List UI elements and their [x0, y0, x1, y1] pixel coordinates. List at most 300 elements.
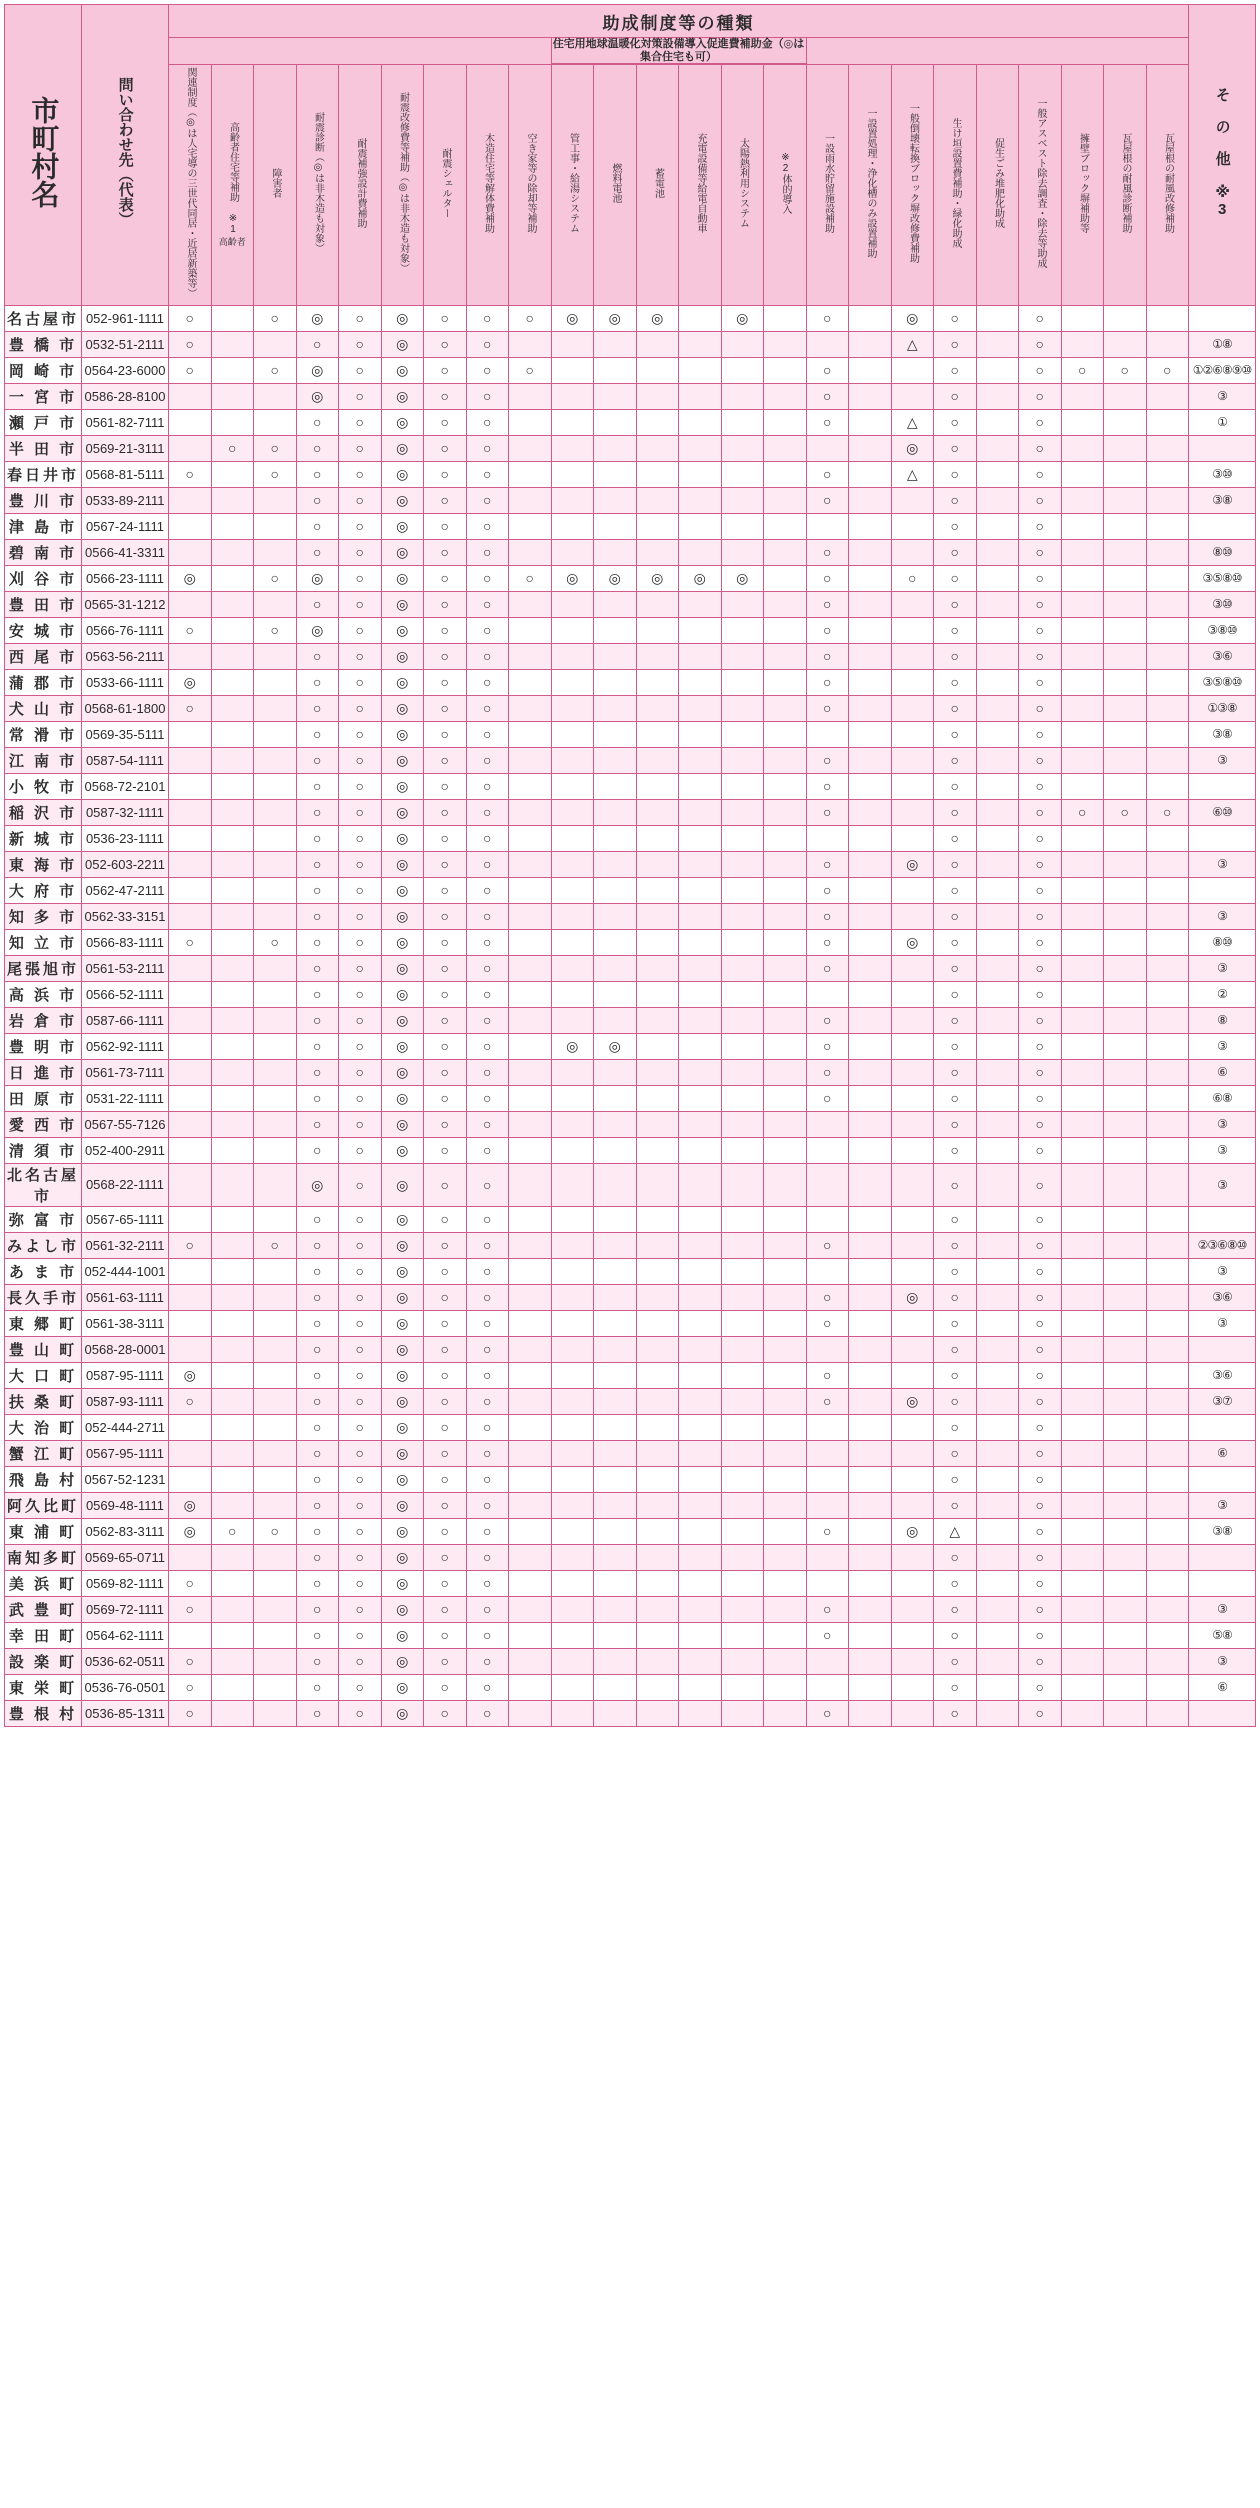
row-mark-c6: ◎: [381, 1137, 424, 1163]
row-city-name: 大 口 町: [5, 1362, 82, 1388]
row-mark-c6: ◎: [381, 565, 424, 591]
row-mark-c21: ○: [1019, 1258, 1062, 1284]
row-mark-c15: [764, 1544, 807, 1570]
row-mark-c21: ○: [1019, 981, 1062, 1007]
row-mark-c23: [1104, 1137, 1147, 1163]
row-mark-c10: [551, 435, 594, 461]
row-mark-c18: ◎: [891, 929, 934, 955]
row-mark-c11: [594, 1232, 637, 1258]
header-col-label: 太陽熱利用システム: [737, 137, 749, 228]
row-mark-c17: [849, 851, 892, 877]
row-mark-c18: [891, 383, 934, 409]
row-mark-c1: [169, 747, 212, 773]
row-mark-c22: [1061, 1111, 1104, 1137]
row-mark-c8: ○: [466, 409, 509, 435]
row-mark-c8: ○: [466, 1466, 509, 1492]
row-mark-c6: ◎: [381, 1085, 424, 1111]
row-mark-c20: [976, 877, 1019, 903]
table-row: [5, 357, 1256, 383]
header-city: 市町村名: [5, 5, 82, 306]
row-mark-c6: ◎: [381, 1258, 424, 1284]
row-mark-c5: ○: [339, 1362, 382, 1388]
row-mark-c3: [254, 1674, 297, 1700]
row-other-notes: ⑧⑩: [1189, 539, 1256, 565]
row-mark-c9: [509, 1544, 552, 1570]
row-mark-c16: ○: [806, 747, 849, 773]
row-mark-c3: [254, 981, 297, 1007]
row-mark-c18: [891, 825, 934, 851]
row-other-notes: ⑥: [1189, 1440, 1256, 1466]
row-mark-c17: [849, 331, 892, 357]
row-mark-c3: ○: [254, 305, 297, 331]
table-row: [5, 591, 1256, 617]
row-mark-c3: ○: [254, 1518, 297, 1544]
row-mark-c17: [849, 1163, 892, 1206]
row-mark-c19: ○: [934, 1033, 977, 1059]
row-mark-c2: [211, 617, 254, 643]
row-mark-c19: ○: [934, 1163, 977, 1206]
row-mark-c15: [764, 773, 807, 799]
row-mark-c18: [891, 903, 934, 929]
row-telephone: 0536-85-1311: [82, 1700, 169, 1726]
row-telephone: 0532-51-2111: [82, 331, 169, 357]
row-mark-c20: [976, 695, 1019, 721]
row-mark-c11: ◎: [594, 1033, 637, 1059]
row-mark-c2: [211, 1440, 254, 1466]
table-row: [5, 409, 1256, 435]
row-mark-c14: [721, 1258, 764, 1284]
row-mark-c24: [1146, 331, 1189, 357]
row-mark-c10: [551, 1007, 594, 1033]
row-mark-c5: ○: [339, 305, 382, 331]
row-mark-c14: [721, 357, 764, 383]
row-mark-c3: [254, 1059, 297, 1085]
row-city-name: 岡 崎 市: [5, 357, 82, 383]
row-mark-c8: ○: [466, 383, 509, 409]
row-mark-c1: ○: [169, 929, 212, 955]
row-mark-c17: [849, 383, 892, 409]
row-mark-c11: [594, 1362, 637, 1388]
row-mark-c7: ○: [424, 331, 467, 357]
row-mark-c15: [764, 513, 807, 539]
row-mark-c8: ○: [466, 1674, 509, 1700]
row-mark-c16: ○: [806, 1388, 849, 1414]
row-mark-c8: ○: [466, 1310, 509, 1336]
row-mark-c17: [849, 1518, 892, 1544]
row-mark-c7: ○: [424, 1059, 467, 1085]
row-other-notes: ③⑩: [1189, 461, 1256, 487]
row-mark-c14: [721, 773, 764, 799]
row-other-notes: [1189, 1544, 1256, 1570]
row-mark-c11: [594, 1440, 637, 1466]
row-mark-c4: ○: [296, 513, 339, 539]
row-mark-c1: [169, 1284, 212, 1310]
row-mark-c13: [679, 1284, 722, 1310]
table-row: [5, 565, 1256, 591]
row-mark-c22: [1061, 1362, 1104, 1388]
row-mark-c7: ○: [424, 1544, 467, 1570]
row-mark-c3: [254, 1440, 297, 1466]
row-mark-c6: ◎: [381, 1232, 424, 1258]
row-mark-c10: [551, 747, 594, 773]
row-mark-c14: [721, 981, 764, 1007]
row-mark-c13: [679, 331, 722, 357]
row-mark-c1: ○: [169, 305, 212, 331]
row-mark-c16: ○: [806, 461, 849, 487]
row-mark-c19: ○: [934, 721, 977, 747]
row-mark-c17: [849, 617, 892, 643]
row-mark-c11: [594, 981, 637, 1007]
table-row: [5, 1085, 1256, 1111]
row-mark-c15: [764, 539, 807, 565]
row-mark-c6: ◎: [381, 1518, 424, 1544]
row-mark-c10: [551, 955, 594, 981]
table-row: [5, 1163, 1256, 1206]
row-mark-c14: [721, 383, 764, 409]
row-mark-c13: [679, 539, 722, 565]
table-row: [5, 1596, 1256, 1622]
row-mark-c12: [636, 747, 679, 773]
row-mark-c16: [806, 825, 849, 851]
row-mark-c12: [636, 513, 679, 539]
row-mark-c19: ○: [934, 1492, 977, 1518]
row-city-name: あ ま 市: [5, 1258, 82, 1284]
row-mark-c5: ○: [339, 877, 382, 903]
row-mark-c9: ○: [509, 565, 552, 591]
row-mark-c16: ○: [806, 903, 849, 929]
row-mark-c24: [1146, 1284, 1189, 1310]
row-mark-c5: ○: [339, 1492, 382, 1518]
row-mark-c15: [764, 1310, 807, 1336]
row-city-name: 高 浜 市: [5, 981, 82, 1007]
row-mark-c21: ○: [1019, 1007, 1062, 1033]
row-mark-c8: ○: [466, 513, 509, 539]
row-mark-c19: ○: [934, 929, 977, 955]
row-mark-c1: [169, 981, 212, 1007]
row-mark-c19: ○: [934, 513, 977, 539]
row-mark-c5: ○: [339, 903, 382, 929]
row-mark-c13: [679, 1674, 722, 1700]
table-row: [5, 461, 1256, 487]
row-mark-c9: [509, 955, 552, 981]
row-mark-c6: ◎: [381, 331, 424, 357]
row-mark-c1: [169, 1059, 212, 1085]
row-mark-c17: [849, 591, 892, 617]
row-city-name: 愛 西 市: [5, 1111, 82, 1137]
row-mark-c24: [1146, 1362, 1189, 1388]
row-mark-c14: [721, 1466, 764, 1492]
row-mark-c4: ◎: [296, 357, 339, 383]
table-row: [5, 513, 1256, 539]
row-mark-c14: ◎: [721, 565, 764, 591]
row-mark-c19: ○: [934, 383, 977, 409]
row-mark-c7: ○: [424, 1163, 467, 1206]
row-mark-c23: [1104, 487, 1147, 513]
row-mark-c6: ◎: [381, 513, 424, 539]
row-mark-c24: [1146, 1414, 1189, 1440]
row-city-name: 碧 南 市: [5, 539, 82, 565]
row-mark-c2: [211, 1700, 254, 1726]
row-mark-c18: [891, 799, 934, 825]
row-mark-c2: [211, 1596, 254, 1622]
row-mark-c1: [169, 1336, 212, 1362]
row-mark-c9: [509, 1596, 552, 1622]
row-mark-c23: [1104, 903, 1147, 929]
row-other-notes: ①: [1189, 409, 1256, 435]
row-mark-c7: ○: [424, 1492, 467, 1518]
row-mark-c5: ○: [339, 461, 382, 487]
row-mark-c2: [211, 409, 254, 435]
row-city-name: 日 進 市: [5, 1059, 82, 1085]
row-mark-c20: [976, 1033, 1019, 1059]
row-mark-c3: [254, 669, 297, 695]
row-city-name: 豊 山 町: [5, 1336, 82, 1362]
row-mark-c3: ○: [254, 357, 297, 383]
row-telephone: 0587-54-1111: [82, 747, 169, 773]
row-mark-c16: ○: [806, 1700, 849, 1726]
header-col-label: 管工事・給湯システム: [567, 132, 579, 233]
row-city-name: 尾張旭市: [5, 955, 82, 981]
row-mark-c11: ◎: [594, 565, 637, 591]
row-city-name: 阿久比町: [5, 1492, 82, 1518]
table-row: [5, 1622, 1256, 1648]
row-mark-c18: [891, 1258, 934, 1284]
row-mark-c22: [1061, 955, 1104, 981]
header-col-c2: [211, 65, 254, 306]
row-mark-c3: [254, 1648, 297, 1674]
row-mark-c10: [551, 1414, 594, 1440]
row-mark-c19: ○: [934, 799, 977, 825]
header-columns-row: [5, 65, 1256, 306]
row-mark-c9: [509, 487, 552, 513]
row-mark-c11: [594, 1622, 637, 1648]
row-mark-c11: [594, 721, 637, 747]
row-mark-c21: ○: [1019, 409, 1062, 435]
row-mark-c23: [1104, 851, 1147, 877]
table-row: [5, 1414, 1256, 1440]
row-mark-c20: [976, 357, 1019, 383]
row-mark-c7: ○: [424, 357, 467, 383]
table-row: [5, 1700, 1256, 1726]
row-city-name: 美 浜 町: [5, 1570, 82, 1596]
row-mark-c18: [891, 539, 934, 565]
row-mark-c18: ◎: [891, 435, 934, 461]
row-mark-c8: ○: [466, 1596, 509, 1622]
row-mark-c6: ◎: [381, 617, 424, 643]
row-mark-c9: [509, 591, 552, 617]
row-mark-c22: [1061, 929, 1104, 955]
row-mark-c16: ○: [806, 1085, 849, 1111]
row-mark-c20: [976, 409, 1019, 435]
row-mark-c22: [1061, 1466, 1104, 1492]
row-mark-c12: [636, 1033, 679, 1059]
row-mark-c3: [254, 1206, 297, 1232]
row-mark-c21: ○: [1019, 903, 1062, 929]
row-mark-c23: [1104, 1440, 1147, 1466]
row-mark-c3: [254, 1085, 297, 1111]
row-mark-c3: ○: [254, 1232, 297, 1258]
row-mark-c8: ○: [466, 877, 509, 903]
row-mark-c7: ○: [424, 903, 467, 929]
row-mark-c3: [254, 1492, 297, 1518]
row-mark-c3: [254, 1414, 297, 1440]
row-telephone: 0587-93-1111: [82, 1388, 169, 1414]
row-mark-c8: ○: [466, 1258, 509, 1284]
row-mark-c21: ○: [1019, 617, 1062, 643]
row-mark-c3: [254, 487, 297, 513]
row-mark-c19: △: [934, 1518, 977, 1544]
row-mark-c6: ◎: [381, 981, 424, 1007]
row-mark-c9: [509, 669, 552, 695]
row-mark-c3: [254, 1336, 297, 1362]
row-mark-c10: [551, 929, 594, 955]
row-mark-c20: [976, 1258, 1019, 1284]
row-mark-c6: ◎: [381, 539, 424, 565]
row-mark-c4: ○: [296, 747, 339, 773]
row-mark-c17: [849, 695, 892, 721]
header-col-c23: [1104, 65, 1147, 306]
row-mark-c24: [1146, 1310, 1189, 1336]
row-mark-c4: ◎: [296, 565, 339, 591]
row-mark-c16: ○: [806, 773, 849, 799]
row-mark-c13: [679, 1414, 722, 1440]
row-mark-c19: ○: [934, 981, 977, 1007]
row-mark-c20: [976, 383, 1019, 409]
row-mark-c1: ○: [169, 1648, 212, 1674]
row-mark-c2: [211, 695, 254, 721]
row-mark-c15: [764, 981, 807, 1007]
row-mark-c3: [254, 331, 297, 357]
row-mark-c2: [211, 1206, 254, 1232]
row-mark-c9: [509, 1137, 552, 1163]
header-col-label: 一般倒壊転換ブロック塀改修費補助: [907, 102, 919, 263]
row-mark-c10: [551, 487, 594, 513]
table-row: [5, 1206, 1256, 1232]
row-mark-c3: [254, 851, 297, 877]
row-mark-c6: ◎: [381, 1362, 424, 1388]
header-col-c7: [424, 65, 467, 306]
row-mark-c15: [764, 1674, 807, 1700]
row-mark-c2: [211, 1414, 254, 1440]
row-mark-c4: ○: [296, 591, 339, 617]
row-mark-c21: ○: [1019, 1388, 1062, 1414]
row-mark-c24: [1146, 851, 1189, 877]
row-mark-c1: ◎: [169, 1518, 212, 1544]
row-mark-c19: ○: [934, 851, 977, 877]
row-mark-c24: [1146, 1518, 1189, 1544]
row-mark-c7: ○: [424, 773, 467, 799]
row-mark-c24: [1146, 1059, 1189, 1085]
row-telephone: 0569-35-5111: [82, 721, 169, 747]
row-mark-c19: ○: [934, 773, 977, 799]
row-mark-c4: ◎: [296, 617, 339, 643]
row-mark-c24: [1146, 409, 1189, 435]
row-mark-c24: [1146, 1111, 1189, 1137]
row-mark-c21: ○: [1019, 1232, 1062, 1258]
row-mark-c21: ○: [1019, 1059, 1062, 1085]
row-mark-c17: [849, 773, 892, 799]
row-mark-c5: ○: [339, 409, 382, 435]
row-mark-c11: [594, 461, 637, 487]
row-mark-c14: [721, 1414, 764, 1440]
row-telephone: 0566-83-1111: [82, 929, 169, 955]
row-mark-c10: [551, 1388, 594, 1414]
row-mark-c22: [1061, 721, 1104, 747]
row-mark-c2: [211, 513, 254, 539]
row-mark-c20: [976, 1232, 1019, 1258]
row-telephone: 0536-76-0501: [82, 1674, 169, 1700]
row-mark-c11: [594, 825, 637, 851]
row-mark-c23: [1104, 1258, 1147, 1284]
row-mark-c11: [594, 1310, 637, 1336]
row-mark-c14: [721, 1388, 764, 1414]
row-mark-c5: ○: [339, 773, 382, 799]
row-mark-c21: ○: [1019, 383, 1062, 409]
row-mark-c12: [636, 1388, 679, 1414]
row-telephone: 0562-83-3111: [82, 1518, 169, 1544]
row-mark-c4: ○: [296, 409, 339, 435]
row-mark-c13: [679, 1518, 722, 1544]
row-mark-c18: [891, 1492, 934, 1518]
row-mark-c5: ○: [339, 1284, 382, 1310]
row-mark-c5: ○: [339, 1336, 382, 1362]
row-mark-c16: ○: [806, 1033, 849, 1059]
row-mark-c24: [1146, 1492, 1189, 1518]
row-mark-c8: ○: [466, 1362, 509, 1388]
row-mark-c20: [976, 1388, 1019, 1414]
row-city-name: 春日井市: [5, 461, 82, 487]
row-mark-c15: [764, 1284, 807, 1310]
header-col-c1: [169, 65, 212, 306]
row-mark-c8: ○: [466, 773, 509, 799]
row-mark-c21: ○: [1019, 357, 1062, 383]
row-mark-c12: [636, 1440, 679, 1466]
row-mark-c6: ◎: [381, 1007, 424, 1033]
row-mark-c8: ○: [466, 669, 509, 695]
row-mark-c4: ○: [296, 1518, 339, 1544]
row-mark-c6: ◎: [381, 1284, 424, 1310]
row-mark-c18: ◎: [891, 1518, 934, 1544]
row-mark-c15: [764, 1085, 807, 1111]
row-mark-c8: ○: [466, 565, 509, 591]
row-city-name: 稲 沢 市: [5, 799, 82, 825]
row-mark-c24: [1146, 1007, 1189, 1033]
row-mark-c2: [211, 747, 254, 773]
row-mark-c1: [169, 1440, 212, 1466]
row-mark-c20: [976, 1492, 1019, 1518]
row-mark-c20: [976, 1674, 1019, 1700]
row-mark-c5: ○: [339, 747, 382, 773]
row-telephone: 0561-32-2111: [82, 1232, 169, 1258]
row-mark-c9: [509, 747, 552, 773]
header-col-c20: [976, 65, 1019, 306]
row-mark-c5: ○: [339, 1137, 382, 1163]
row-telephone: 052-444-2711: [82, 1414, 169, 1440]
row-other-notes: ③: [1189, 1258, 1256, 1284]
row-mark-c21: ○: [1019, 1492, 1062, 1518]
row-mark-c9: ○: [509, 305, 552, 331]
row-mark-c23: [1104, 721, 1147, 747]
row-mark-c14: [721, 1137, 764, 1163]
row-other-notes: ②③⑥⑧⑩: [1189, 1232, 1256, 1258]
row-mark-c23: [1104, 383, 1147, 409]
row-mark-c8: ○: [466, 747, 509, 773]
row-mark-c14: [721, 1206, 764, 1232]
row-mark-c17: [849, 1362, 892, 1388]
row-mark-c23: [1104, 409, 1147, 435]
row-mark-c3: [254, 1622, 297, 1648]
row-mark-c13: [679, 1622, 722, 1648]
